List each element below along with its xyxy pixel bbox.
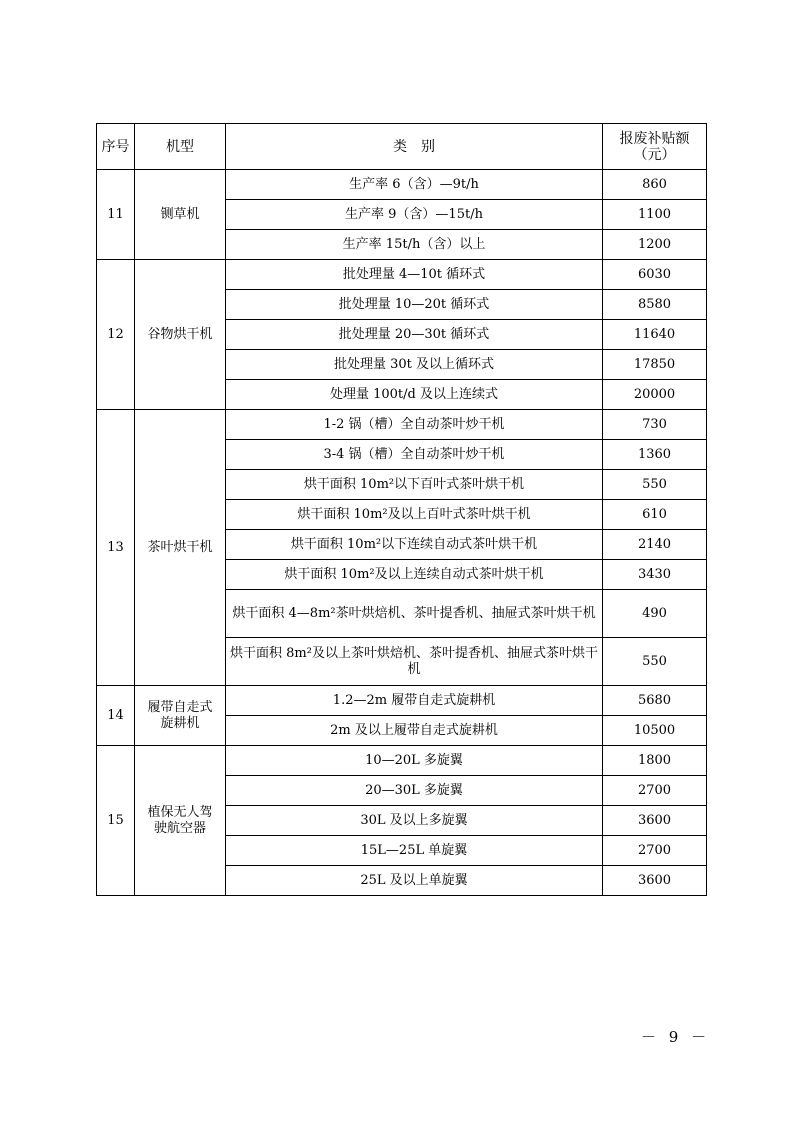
category-cell: 生产率 6（含）—9t/h xyxy=(226,170,603,200)
header-subsidy-line2: （元） xyxy=(633,146,676,163)
category-cell: 批处理量 30t 及以上循环式 xyxy=(226,350,603,380)
machine-type-line: 旋耕机 xyxy=(160,715,200,731)
amount-cell: 550 xyxy=(603,638,707,686)
table-row xyxy=(97,686,707,716)
row-number: 12 xyxy=(97,260,135,410)
category-cell: 15L—25L 单旋翼 xyxy=(226,836,603,866)
machine-type xyxy=(135,170,226,260)
header-row xyxy=(97,124,707,170)
machine-type-line: 植保无人驾 xyxy=(147,804,213,820)
amount-cell: 2700 xyxy=(603,776,707,806)
amount-cell: 610 xyxy=(603,500,707,530)
amount-cell: 730 xyxy=(603,410,707,440)
amount-cell: 2140 xyxy=(603,530,707,560)
amount-cell: 2700 xyxy=(603,836,707,866)
category-cell: 烘干面积 10m²以下连续自动式茶叶烘干机 xyxy=(226,530,603,560)
category-cell: 1.2—2m 履带自走式旋耕机 xyxy=(226,686,603,716)
amount-cell: 1800 xyxy=(603,746,707,776)
category-cell: 30L 及以上多旋翼 xyxy=(226,806,603,836)
machine-type xyxy=(135,260,226,410)
amount-cell: 8580 xyxy=(603,290,707,320)
table-row xyxy=(97,260,707,290)
table-row xyxy=(97,410,707,440)
amount-cell: 490 xyxy=(603,590,707,638)
machine-type xyxy=(135,410,226,686)
category-cell: 烘干面积 10m²及以上百叶式茶叶烘干机 xyxy=(226,500,603,530)
amount-cell: 10500 xyxy=(603,716,707,746)
amount-cell: 20000 xyxy=(603,380,707,410)
machine-type xyxy=(135,746,226,896)
row-number: 14 xyxy=(97,686,135,746)
machine-type-line: 铡草机 xyxy=(160,206,200,222)
category-cell: 烘干面积 8m²及以上茶叶烘焙机、茶叶提香机、抽屉式茶叶烘干机 xyxy=(226,638,603,686)
category-cell: 烘干面积 10m²及以上连续自动式茶叶烘干机 xyxy=(226,560,603,590)
category-cell: 批处理量 4—10t 循环式 xyxy=(226,260,603,290)
amount-cell: 860 xyxy=(603,170,707,200)
amount-cell: 3430 xyxy=(603,560,707,590)
row-number: 15 xyxy=(97,746,135,896)
category-cell: 1-2 锅（槽）全自动茶叶炒干机 xyxy=(226,410,603,440)
category-cell: 烘干面积 10m²以下百叶式茶叶烘干机 xyxy=(226,470,603,500)
category-cell: 烘干面积 4—8m²茶叶烘焙机、茶叶提香机、抽屉式茶叶烘干机 xyxy=(226,590,603,638)
amount-cell: 1360 xyxy=(603,440,707,470)
table-row xyxy=(97,170,707,200)
amount-cell: 5680 xyxy=(603,686,707,716)
machine-type xyxy=(135,686,226,746)
header-subsidy xyxy=(603,124,707,170)
category-cell: 2m 及以上履带自走式旋耕机 xyxy=(226,716,603,746)
amount-cell: 6030 xyxy=(603,260,707,290)
table-body xyxy=(97,170,707,896)
table-row xyxy=(97,746,707,776)
amount-cell: 11640 xyxy=(603,320,707,350)
header-category: 类 别 xyxy=(226,124,603,170)
category-cell: 10—20L 多旋翼 xyxy=(226,746,603,776)
machine-type-line: 谷物烘干机 xyxy=(147,326,213,342)
amount-cell: 3600 xyxy=(603,806,707,836)
header-seq: 序号 xyxy=(97,124,135,170)
header-model: 机型 xyxy=(135,124,226,170)
category-cell: 生产率 15t/h（含）以上 xyxy=(226,230,603,260)
amount-cell: 550 xyxy=(603,470,707,500)
category-cell: 20—30L 多旋翼 xyxy=(226,776,603,806)
amount-cell: 17850 xyxy=(603,350,707,380)
row-number: 13 xyxy=(97,410,135,686)
row-number: 11 xyxy=(97,170,135,260)
machine-type-line: 履带自走式 xyxy=(147,699,213,715)
category-cell: 批处理量 20—30t 循环式 xyxy=(226,320,603,350)
machine-type-line: 驶航空器 xyxy=(153,820,206,836)
amount-cell: 1100 xyxy=(603,200,707,230)
amount-cell: 3600 xyxy=(603,866,707,896)
category-cell: 批处理量 10—20t 循环式 xyxy=(226,290,603,320)
category-cell: 生产率 9（含）—15t/h xyxy=(226,200,603,230)
page-number: － 9 － xyxy=(641,1028,711,1046)
machine-type-line: 茶叶烘干机 xyxy=(147,539,213,555)
subsidy-table xyxy=(96,123,707,896)
category-cell: 处理量 100t/d 及以上连续式 xyxy=(226,380,603,410)
header-subsidy-line1: 报废补贴额 xyxy=(619,130,690,147)
amount-cell: 1200 xyxy=(603,230,707,260)
category-cell: 25L 及以上单旋翼 xyxy=(226,866,603,896)
category-cell: 3-4 锅（槽）全自动茶叶炒干机 xyxy=(226,440,603,470)
